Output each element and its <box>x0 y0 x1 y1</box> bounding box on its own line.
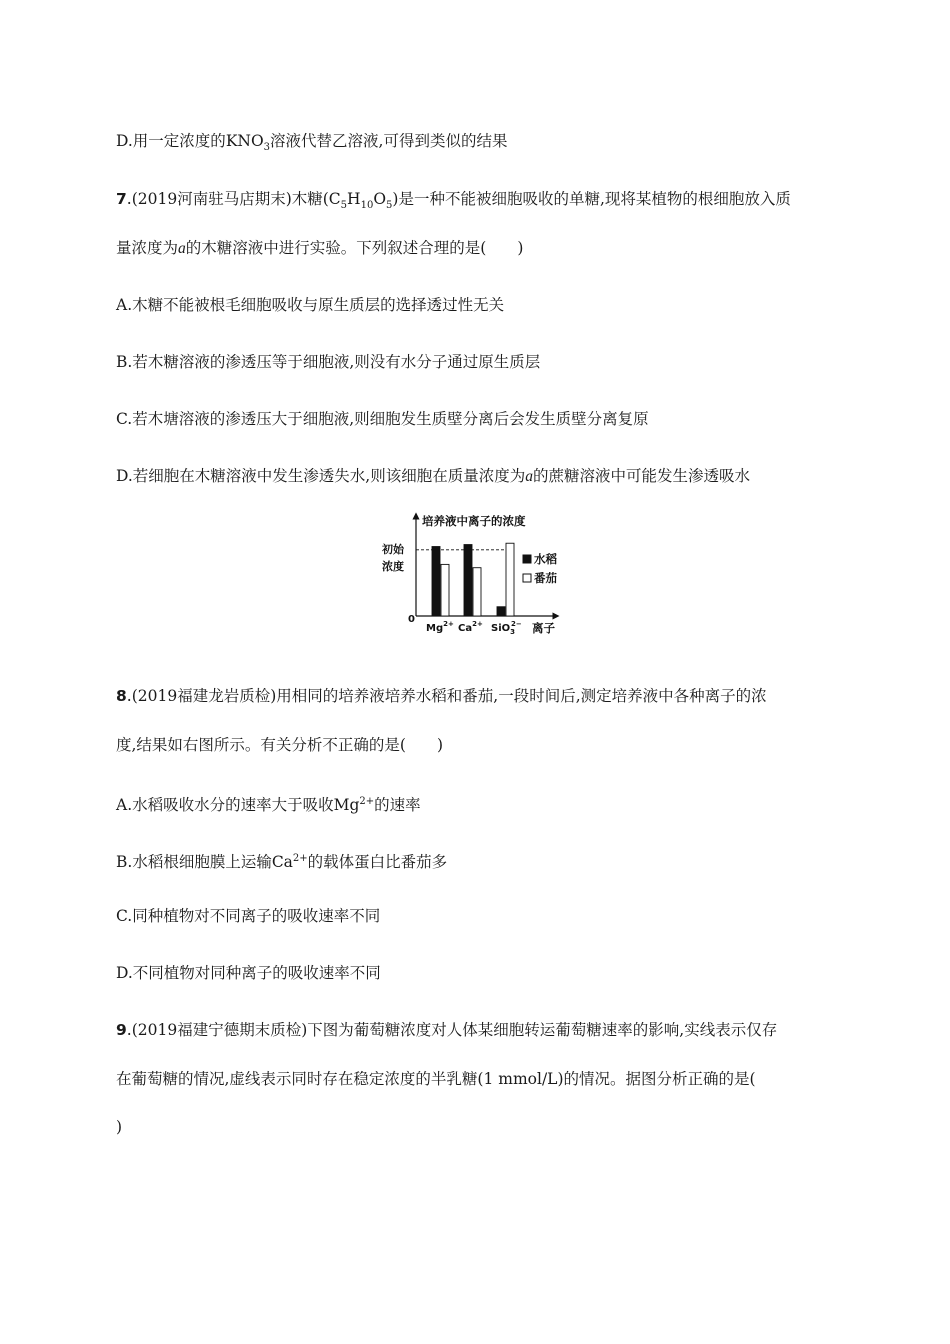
bar-tomato-1 <box>473 568 481 616</box>
q7-option-d: D.若细胞在木糖溶液中发生渗透失水,则该细胞在质量浓度为a的蔗糖溶液中可能发生渗透吸水 <box>116 467 750 485</box>
q7-stem-line1: 7.(2019河南驻马店期末)木糖$(C_5H_{10}O_5)$是一种不能被细胞吸收的单糖,现将某植物的根细胞放入质 <box>116 190 791 212</box>
legend-label-rice: 水稻 <box>534 552 557 566</box>
bar-rice-1 <box>464 545 472 616</box>
q9-number: 9 <box>116 1021 127 1039</box>
q7-option-a: A.木糖不能被根毛细胞吸收与原生质层的选择透过性无关 <box>116 296 505 314</box>
q8-stem-line1: 8.(2019福建龙岩质检)用相同的培养液培养水稻和番茄,一段时间后,测定培养液中各种离子的浓 <box>116 687 767 705</box>
bar-rice-0 <box>432 547 440 616</box>
x-axis-label: 离子 <box>532 621 555 635</box>
q8-option-c: C.同种植物对不同离子的吸收速率不同 <box>116 907 381 925</box>
q7-option-c: C.若木塘溶液的渗透压大于细胞液,则细胞发生质壁分离后会发生质壁分离复原 <box>116 410 649 428</box>
ref-label-line1: 初始 <box>382 543 404 556</box>
legend-swatch-rice <box>523 555 531 563</box>
q9-stem-line3: ) <box>116 1118 123 1136</box>
ref-label-line2: 浓度 <box>382 560 404 573</box>
q7-number: 7 <box>116 190 127 208</box>
y-axis-label: 培养液中离子的浓度 <box>422 514 526 528</box>
legend-swatch-tomato <box>523 574 531 582</box>
bar-tomato-0 <box>441 564 449 616</box>
q7-option-b: B.若木糖溶液的渗透压等于细胞液,则没有水分子通过原生质层 <box>116 353 541 371</box>
q8-option-b: B.水稻根细胞膜上运输$Ca^{2+}$的载体蛋白比番茄多 <box>116 853 448 872</box>
bar-rice-2 <box>497 607 505 616</box>
q7-stem-line2: 量浓度为a的木糖溶液中进行实验。下列叙述合理的是( ) <box>116 239 524 257</box>
x-tick-label-1: $Ca^{2+}$ <box>458 620 483 634</box>
origin-label: 0 <box>408 614 415 625</box>
ion-concentration-chart <box>380 510 590 645</box>
legend-label-tomato: 番茄 <box>534 571 557 585</box>
x-tick-label-2: SiO$_3$2− <box>491 620 522 636</box>
q9-stem-line2: 在葡萄糖的情况,虚线表示同时存在稳定浓度的半乳糖(1 mmol/L)的情况。据图分析正确的是( <box>116 1070 756 1088</box>
q9-stem-line1: 9.(2019福建宁德期末质检)下图为葡萄糖浓度对人体某细胞转运葡萄糖速率的影响,实线表示仅存 <box>116 1021 778 1039</box>
q6-option-d: D.用一定浓度的$KNO_3$溶液代替乙溶液,可得到类似的结果 <box>116 132 508 154</box>
x-tick-label-0: $Mg^{2+}$ <box>426 620 454 634</box>
q8-option-d: D.不同植物对同种离子的吸收速率不同 <box>116 964 381 982</box>
bar-tomato-2 <box>506 543 514 616</box>
q8-option-a: A.水稻吸收水分的速率大于吸收$Mg^{2+}$的速率 <box>116 796 421 815</box>
q8-number: 8 <box>116 687 127 705</box>
q8-stem-line2: 度,结果如右图所示。有关分析不正确的是( ) <box>116 736 444 754</box>
